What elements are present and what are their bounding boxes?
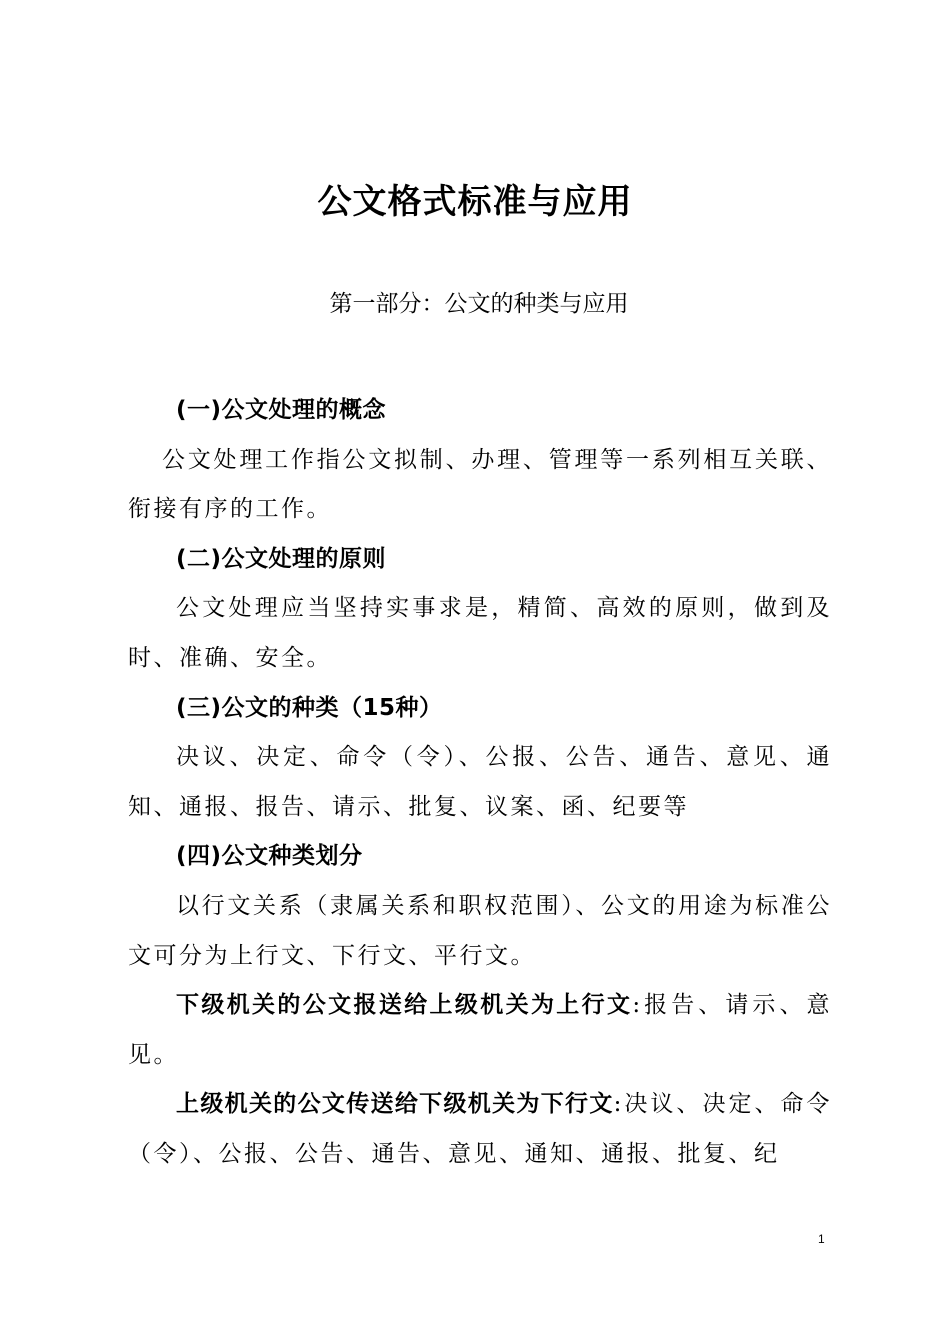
upward-lead: 下级机关的公文报送给上级机关为上行文	[176, 992, 633, 1019]
document-title: 公文格式标准与应用	[317, 182, 633, 222]
section-paragraph: 公文处理工作指公文拟制、办理、管理等一系列相互关联、衔接有序的工作。	[128, 446, 832, 523]
section-heading: (四)公文种类划分	[176, 843, 363, 870]
downward-paragraph	[128, 1080, 832, 1179]
section-paragraph: 以行文关系（隶属关系和职权范围）、公文的用途为标准公文可分为上行文、下行文、平行文。	[128, 892, 832, 969]
section-paragraph: 决议、决定、命令（令）、公报、公告、通告、意见、通知、通报、报告、请示、批复、议案、函、纪要等	[128, 744, 832, 820]
section-heading: (三)公文的种类（15种）	[176, 694, 443, 721]
part-subtitle: 第一部分：公文的种类与应用	[329, 291, 629, 317]
downward-lead: 上级机关的公文传送给下级机关为下行文	[176, 1091, 614, 1118]
section-heading: (二)公文处理的原则	[176, 545, 387, 572]
section-heading: (一)公文处理的概念	[176, 397, 387, 423]
upward-paragraph	[128, 981, 832, 1080]
document-body	[128, 386, 832, 1180]
upward-rest: :报告、请示、意见。	[128, 992, 833, 1068]
section-paragraph: 公文处理应当坚持实事求是，精简、高效的原则，做到及时、准确、安全。	[128, 595, 832, 671]
downward-rest: :决议、决定、命令（令）、公报、公告、通告、意见、通知、通报、批复、纪	[128, 1091, 832, 1167]
page-number: 1	[818, 1232, 825, 1246]
